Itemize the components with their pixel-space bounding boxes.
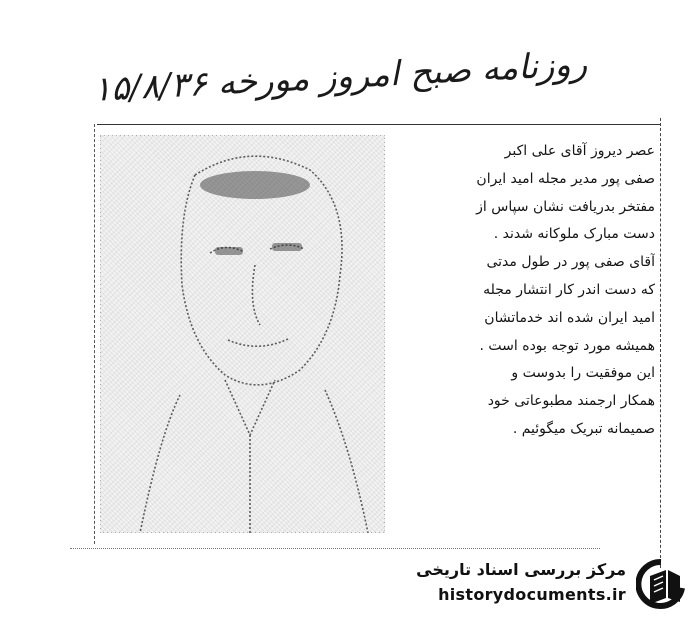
article-line: دست مبارک ملوکانه شدند . [493, 226, 655, 243]
handwritten-date-note: روزنامه صبح امروز مورخه ۱۵/۸/۳۶ [91, 44, 589, 110]
article-line: همیشه مورد توجه بوده است . [479, 337, 655, 354]
article-line: مفتخر بدریافت نشان سپاس از [476, 198, 655, 215]
article-text [395, 138, 655, 444]
clipping-border-right [660, 118, 661, 568]
article-line: صمیمانه تبریک میگوئیم . [512, 420, 655, 437]
article-line: صفی پور مدیر مجله امید ایران [476, 170, 655, 187]
article-line: امید ایران شده اند خدماتشان [484, 309, 655, 326]
book-emblem-icon [636, 558, 686, 610]
watermark-url: historydocuments.ir [438, 585, 626, 604]
portrait-sketch [100, 135, 385, 533]
article-line: این موفقیت را بدوست و [511, 365, 655, 382]
watermark-title: مرکز بررسی اسناد تاریخی [416, 560, 626, 579]
article-line: که دست اندر کار انتشار مجله [483, 281, 655, 298]
clipping-border-bottom [70, 548, 600, 549]
article-line: آقای صفی پور در طول مدتی [486, 254, 655, 271]
portrait-photo [100, 135, 385, 533]
article-line: عصر دیروز آقای علی اکبر [504, 143, 655, 159]
clipping-border-left [94, 124, 95, 544]
clipping-border-top [97, 124, 660, 125]
archive-watermark [396, 558, 686, 610]
article-line: همکار ارجمند مطبوعاتی خود [487, 393, 655, 410]
